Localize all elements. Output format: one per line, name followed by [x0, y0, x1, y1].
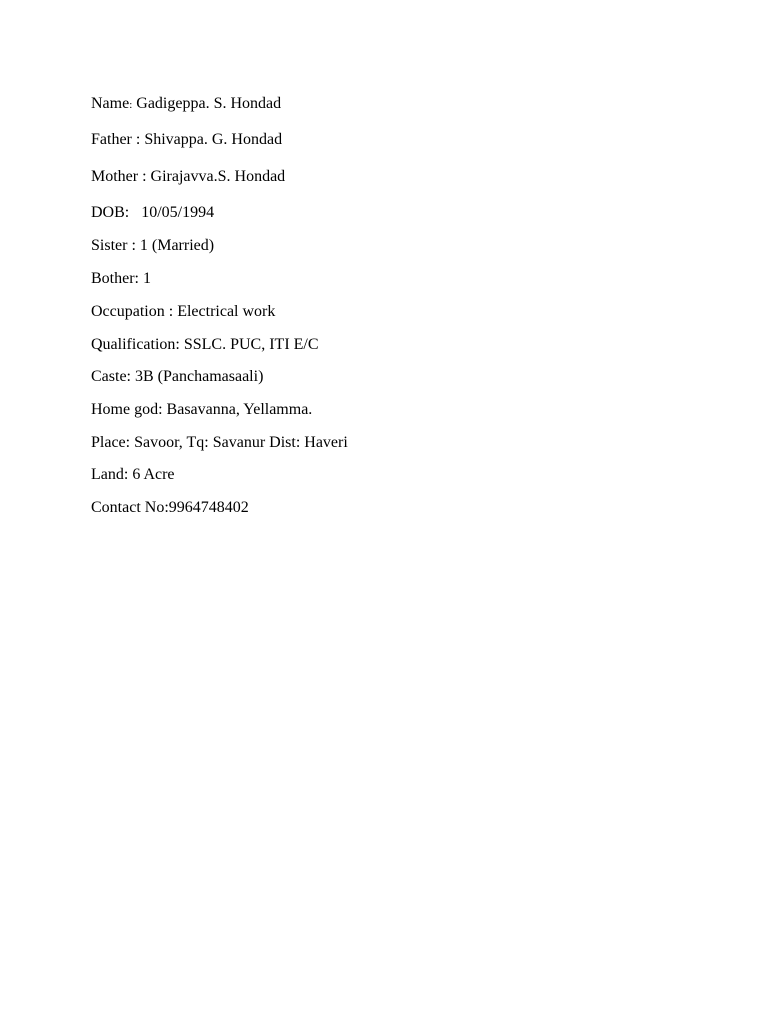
- caste-line: Caste: 3B (Panchamasaali): [91, 368, 264, 385]
- home-god-line: Home god: Basavanna, Yellamma.: [91, 401, 313, 418]
- mother-line: Mother : Girajavva.S. Hondad: [91, 168, 286, 185]
- name-label: Name: [91, 95, 130, 112]
- dob-line: DOB: 10/05/1994: [91, 204, 215, 221]
- name-value: Gadigeppa. S. Hondad: [132, 95, 282, 112]
- name-line: [91, 94, 281, 115]
- brother-line: Bother: 1: [91, 270, 151, 287]
- name-colon: :: [129, 99, 133, 111]
- occupation-line: Occupation : Electrical work: [91, 303, 276, 320]
- place-line: Place: Savoor, Tq: Savanur Dist: Haveri: [91, 434, 348, 451]
- qualification-line: Qualification: SSLC. PUC, ITI E/C: [91, 336, 319, 353]
- sister-line: Sister : 1 (Married): [91, 237, 215, 254]
- contact-line: Contact No:9964748402: [91, 499, 249, 516]
- land-line: Land: 6 Acre: [91, 466, 175, 483]
- father-line: Father : Shivappa. G. Hondad: [91, 131, 283, 148]
